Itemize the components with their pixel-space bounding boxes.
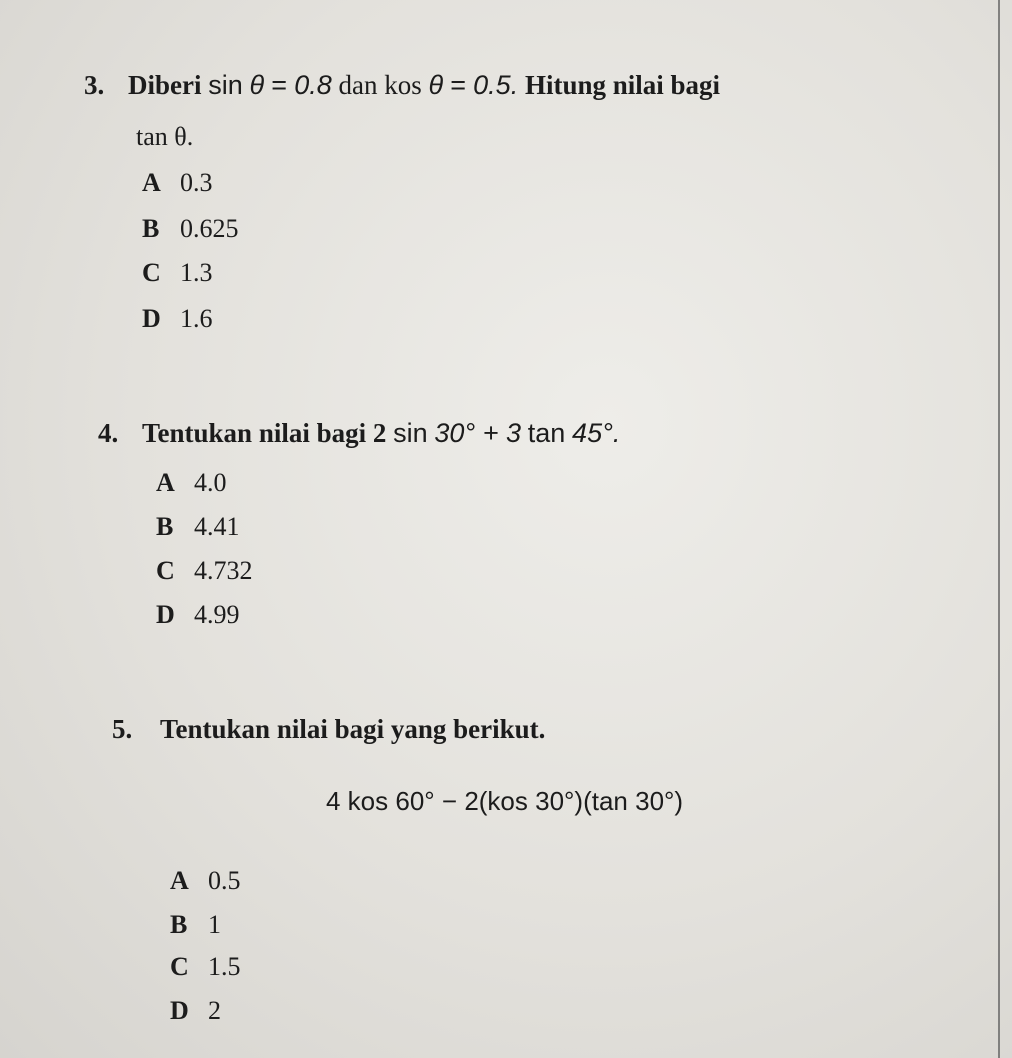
question-5-expression: 4 kos 60° − 2(kos 30°)(tan 30°) [326,786,684,816]
q5-option-b[interactable] [170,910,221,940]
q4-option-b[interactable] [156,512,240,542]
option-value: 0.625 [180,214,239,243]
q4-option-a[interactable] [156,468,227,498]
option-value: 4.0 [194,468,227,497]
option-letter: A [142,168,161,197]
question-5-number: 5. [112,714,133,744]
q3-eq1: = 0.8 [270,70,332,100]
q4-option-c[interactable] [156,556,253,586]
question-3-text [128,70,720,101]
option-value: 2 [208,996,221,1025]
option-value: 1.5 [208,952,241,981]
q3-diberi: Diberi [128,70,202,100]
question-3-number: 3. [84,70,105,100]
option-letter: B [142,214,160,243]
option-value: 4.41 [194,512,240,541]
option-letter: A [156,468,175,497]
q3-hitung: Hitung nilai bagi [524,70,721,100]
option-value: 4.99 [194,600,240,629]
q3-dan: dan [338,70,378,100]
question-4-number: 4. [98,418,119,448]
option-value: 4.732 [194,556,253,585]
q3-option-d[interactable] [142,304,213,334]
q3-kos: kos [384,70,422,100]
q4-text: Tentukan nilai bagi 2 [142,418,387,448]
q3-sin: sin [208,70,243,100]
q5-option-a[interactable] [170,866,241,896]
q4-sin: sin [393,418,428,448]
option-letter: D [170,996,189,1025]
q3-option-c[interactable] [142,258,213,288]
q3-theta: θ [249,70,265,100]
q5-option-c[interactable] [170,952,241,982]
option-letter: C [142,258,161,287]
option-letter: B [170,910,188,939]
option-letter: D [142,304,161,333]
option-value: 1 [208,910,221,939]
q3-option-b[interactable] [142,214,239,244]
q3-eq2: = 0.5. [449,70,519,100]
option-value: 0.5 [208,866,241,895]
option-value: 0.3 [180,168,213,197]
option-letter: C [170,952,189,981]
option-letter: B [156,512,174,541]
q3-theta2: θ [428,70,444,100]
question-5-text: Tentukan nilai bagi yang berikut. [160,714,546,744]
option-letter: C [156,556,175,585]
option-letter: D [156,600,175,629]
q4-tan: tan [527,418,566,448]
q4-option-d[interactable] [156,600,240,630]
question-4-text [142,418,620,449]
q4-a1: 30° + 3 [434,418,521,448]
page-border-line [998,0,1000,1058]
q3-option-a[interactable] [142,168,213,198]
q4-a2: 45°. [572,418,621,448]
question-3-line2: tan θ. [136,122,194,151]
option-letter: A [170,866,189,895]
q5-option-d[interactable] [170,996,221,1026]
option-value: 1.3 [180,258,213,287]
option-value: 1.6 [180,304,213,333]
